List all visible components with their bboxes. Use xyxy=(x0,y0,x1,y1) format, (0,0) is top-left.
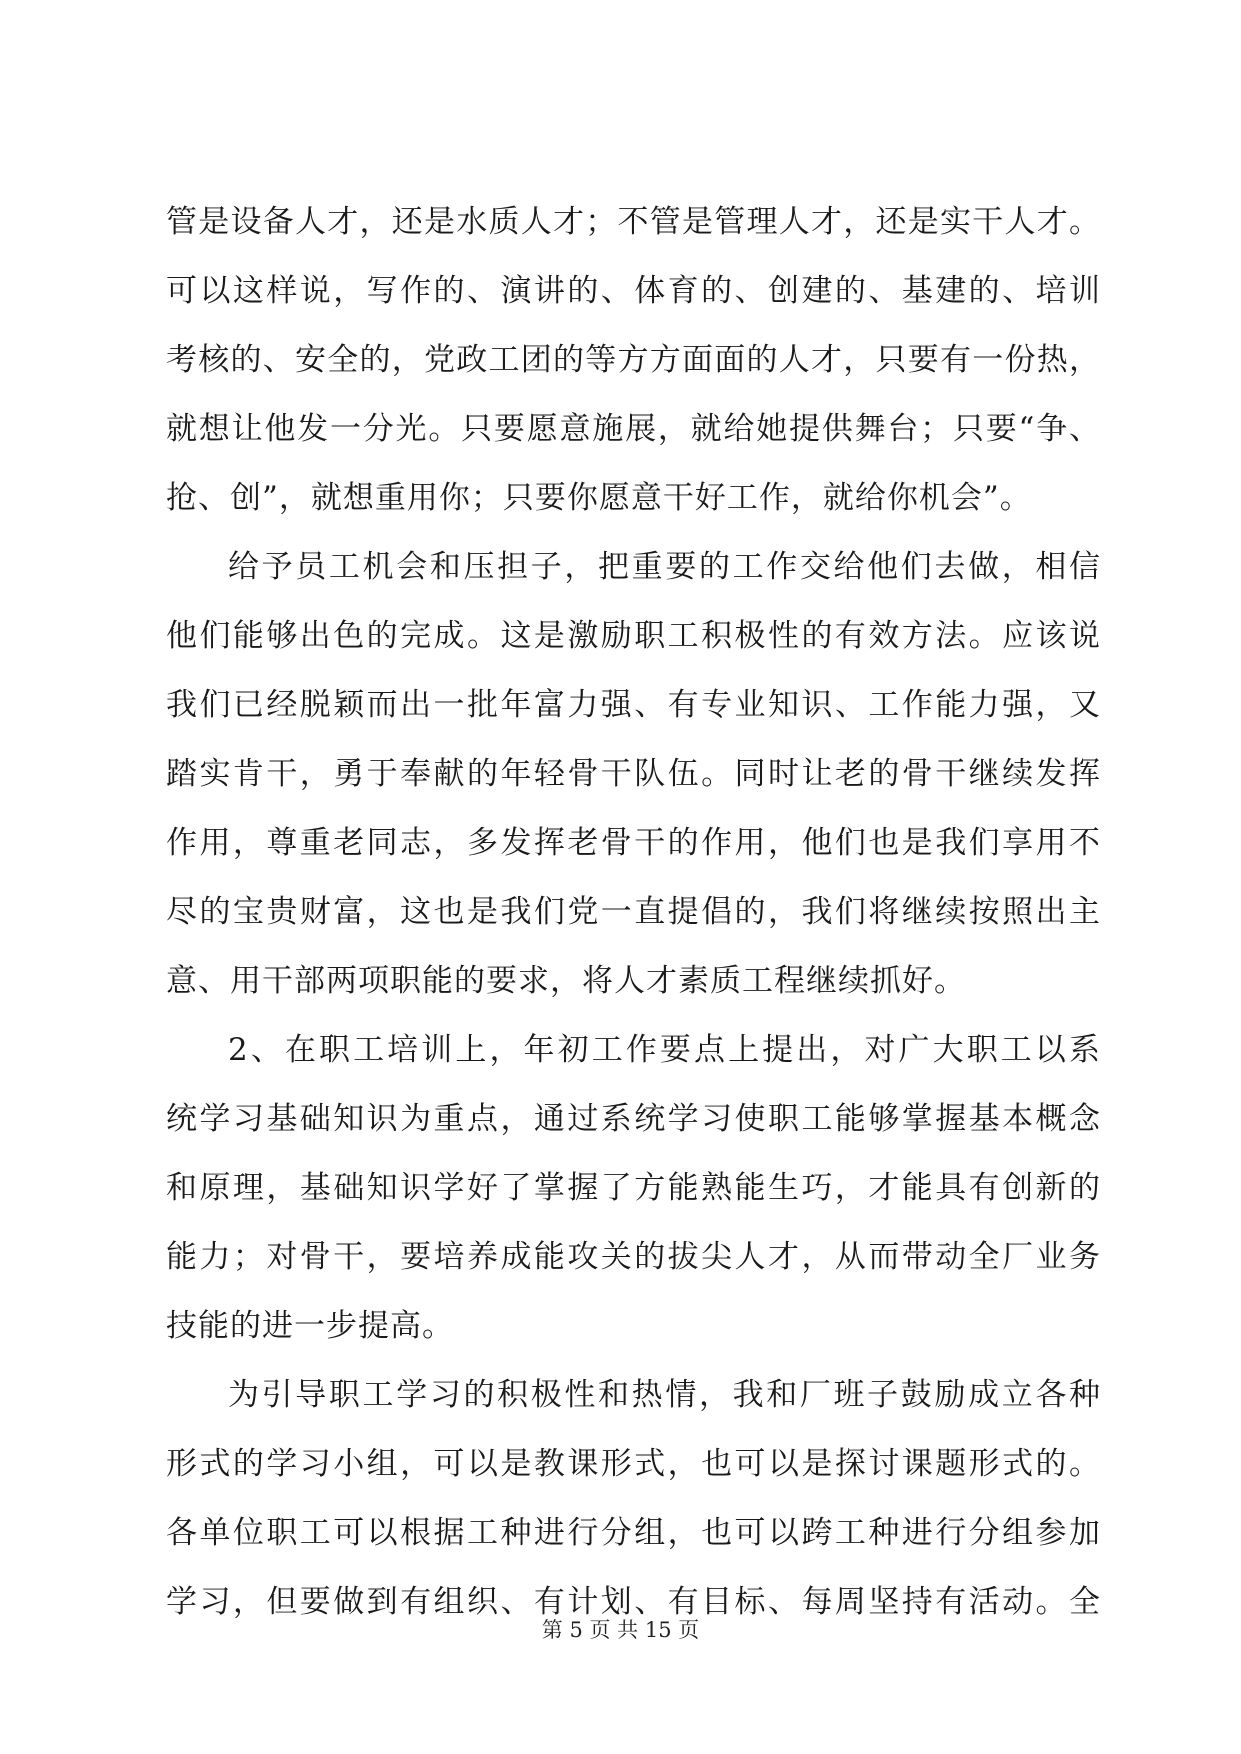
text-line: 可以这样说，写作的、演讲的、体育的、创建的、基建的、培训 xyxy=(166,273,1101,309)
page-number-footer: 第 5 页 共 15 页 xyxy=(541,1618,700,1642)
text-line: 管是设备人才，还是水质人才；不管是管理人才，还是实干人才。 xyxy=(166,204,1101,240)
text-line: 就想让他发一分光。只要愿意施展，就给她提供舞台；只要“争、 xyxy=(166,411,1101,447)
text-line: 统学习基础知识为重点，通过系统学习使职工能够掌握基本概念 xyxy=(166,1101,1101,1137)
text-line: 抢、创”，就想重用你；只要你愿意干好工作，就给你机会”。 xyxy=(166,480,1032,516)
text-line: 各单位职工可以根据工种进行分组，也可以跨工种进行分组参加 xyxy=(166,1515,1101,1551)
text-line: 学习，但要做到有组织、有计划、有目标、每周坚持有活动。全 xyxy=(166,1584,1101,1620)
text-line: 2、在职工培训上，年初工作要点上提出，对广大职工以系 xyxy=(228,1032,1101,1068)
text-line: 为引导职工学习的积极性和热情，我和厂班子鼓励成立各种 xyxy=(228,1377,1101,1413)
text-line: 意、用干部两项职能的要求，将人才素质工程继续抓好。 xyxy=(166,963,966,999)
text-line: 能力；对骨干，要培养成能攻关的拔尖人才，从而带动全厂业务 xyxy=(166,1239,1101,1275)
text-line: 我们已经脱颖而出一批年富力强、有专业知识、工作能力强，又 xyxy=(166,687,1101,723)
text-line: 踏实肯干，勇于奉献的年轻骨干队伍。同时让老的骨干继续发挥 xyxy=(166,756,1101,792)
text-line: 他们能够出色的完成。这是激励职工积极性的有效方法。应该说 xyxy=(166,618,1101,654)
text-line: 作用，尊重老同志，多发挥老骨干的作用，他们也是我们享用不 xyxy=(166,825,1101,861)
text-line: 形式的学习小组，可以是教课形式，也可以是探讨课题形式的。 xyxy=(166,1446,1101,1482)
text-line: 尽的宝贵财富，这也是我们党一直提倡的，我们将继续按照出主 xyxy=(166,894,1101,930)
text-line: 和原理，基础知识学好了掌握了方能熟能生巧，才能具有创新的 xyxy=(166,1170,1101,1206)
text-line: 考核的、安全的，党政工团的等方方面面的人才，只要有一份热， xyxy=(166,342,1101,378)
text-line: 技能的进一步提高。 xyxy=(166,1308,454,1344)
text-line: 给予员工机会和压担子，把重要的工作交给他们去做，相信 xyxy=(228,549,1101,585)
